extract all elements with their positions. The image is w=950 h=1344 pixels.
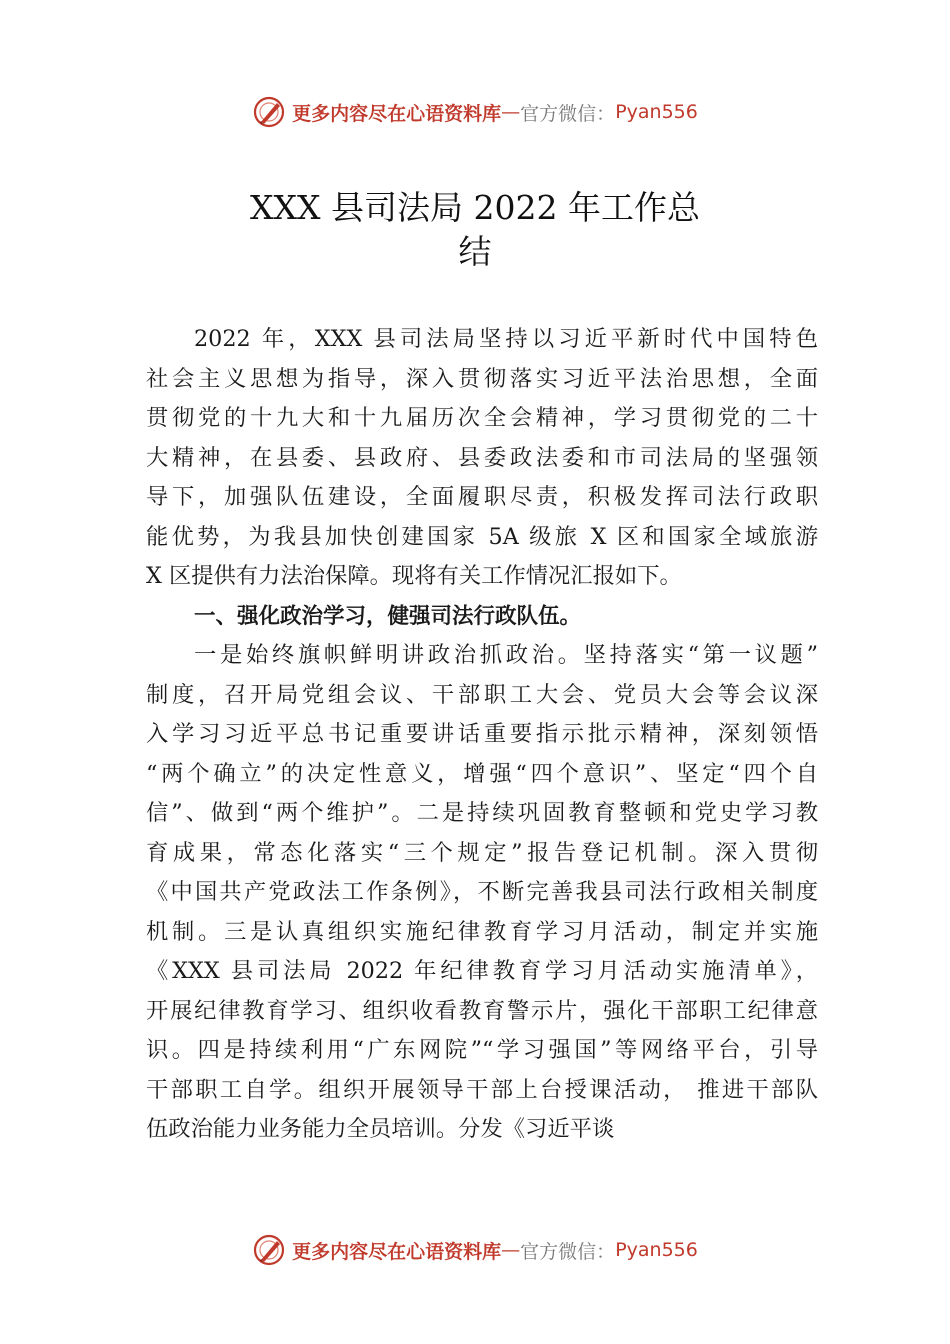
text-line: 《中国共产党政法工作条例》，不断完善我县司法行政相关制度 <box>146 879 818 905</box>
banner-wechat-id: Pyan556 <box>615 1239 698 1261</box>
text-line: 《XXX 县司法局 2022 年纪律教育学习月活动实施清单》， <box>146 958 818 984</box>
document-title <box>0 186 950 274</box>
text-line: 开展纪律教育学习、组织收看教育警示片，强化干部职工纪律意 <box>146 997 818 1024</box>
document-body <box>146 320 818 1150</box>
banner-wechat-label: 官方微信： <box>520 102 616 125</box>
text-line: 伍政治能力业务能力全员培训。分发《习近平谈 <box>146 1116 615 1142</box>
text-line: 贯彻党的十九大和十九届历次全会精神，学习贯彻党的二十 <box>146 405 818 431</box>
footer-banner <box>0 1233 950 1267</box>
section-heading: 一、强化政治学习，健强司法行政队伍。 <box>194 603 582 629</box>
text-line: 入学习习近平总书记重要讲话重要指示批示精神，深刻领悟 <box>146 721 818 747</box>
banner-dash: — <box>501 101 521 123</box>
text-line: X 区提供有力法治保障。现将有关工作情况汇报如下。 <box>146 563 682 589</box>
text-line: “两个确立”的决定性意义，增强“四个意识”、坚定“四个自 <box>146 760 818 787</box>
text-line: 制度，召开局党组会议、干部职工大会、党员大会等会议深 <box>146 681 818 708</box>
banner-wechat-id: Pyan556 <box>615 101 698 123</box>
header-banner <box>0 95 950 129</box>
banner-brand: 更多内容尽在心语资料库 <box>292 102 502 125</box>
banner-brand: 更多内容尽在心语资料库 <box>292 1240 502 1263</box>
text-line: 2022 年，XXX 县司法局坚持以习近平新时代中国特色 <box>194 326 818 352</box>
text-line: 一是始终旗帜鲜明讲政治抓政治。坚持落实“第一议题” <box>194 642 818 668</box>
banner-dash: — <box>501 1239 521 1261</box>
paragraph-section1 <box>146 636 818 1150</box>
text-line: 育成果，常态化落实“三个规定”报告登记机制。深入贯彻 <box>146 839 818 866</box>
paragraph-intro <box>146 320 818 597</box>
text-line: 信”、做到“两个维护”。二是持续巩固教育整顿和党史学习教 <box>146 800 818 826</box>
text-line: 干部职工自学。组织开展领导干部上台授课活动， 推进干部队 <box>146 1076 818 1103</box>
text-line: 大精神，在县委、县政府、县委政法委和市司法局的坚强领 <box>146 444 818 471</box>
text-line: 识。四是持续利用“广东网院”“学习强国”等网络平台，引导 <box>146 1037 818 1063</box>
text-line: 导下，加强队伍建设，全面履职尽责，积极发挥司法行政职 <box>146 484 818 510</box>
text-line: 能优势，为我县加快创建国家 5A 级旅 X 区和国家全域旅游 <box>146 523 818 550</box>
text-line: 机制。三是认真组织实施纪律教育学习月活动，制定并实施 <box>146 918 818 945</box>
pen-logo-icon <box>252 95 286 129</box>
title-line-1: XXX 县司法局 2022 年工作总 <box>250 188 700 227</box>
pen-logo-icon <box>252 1233 286 1267</box>
banner-wechat-label: 官方微信： <box>520 1240 616 1263</box>
title-line-2: 结 <box>458 232 492 271</box>
text-line: 社会主义思想为指导，深入贯彻落实习近平法治思想，全面 <box>146 365 818 392</box>
